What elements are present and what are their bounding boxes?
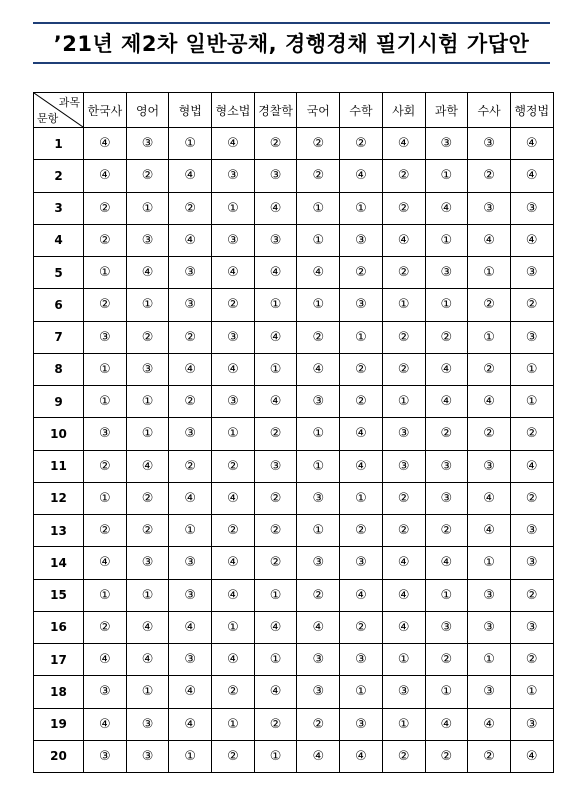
answer-cell: ② — [340, 611, 383, 643]
answer-cell: ② — [254, 482, 297, 514]
answer-cell: ④ — [169, 160, 212, 192]
answer-cell: ④ — [297, 611, 340, 643]
answer-cell: ② — [169, 386, 212, 418]
answer-cell: ③ — [84, 740, 127, 772]
answer-cell: ① — [297, 418, 340, 450]
answer-cell: ④ — [340, 160, 383, 192]
answer-cell: ① — [84, 353, 127, 385]
answer-cell: ① — [169, 740, 212, 772]
answer-cell: ② — [340, 257, 383, 289]
answer-cell: ④ — [468, 386, 511, 418]
answer-cell: ④ — [425, 547, 468, 579]
answer-cell: ② — [126, 321, 169, 353]
answer-cell: ③ — [425, 128, 468, 160]
subject-header: 형법 — [169, 93, 212, 128]
question-number: 12 — [34, 482, 84, 514]
answer-cell: ① — [84, 257, 127, 289]
subject-header: 형소법 — [212, 93, 255, 128]
answer-cell: ② — [510, 579, 553, 611]
answer-cell: ④ — [212, 579, 255, 611]
answer-cell: ③ — [510, 192, 553, 224]
question-number: 6 — [34, 289, 84, 321]
question-number: 14 — [34, 547, 84, 579]
answer-cell: ① — [340, 321, 383, 353]
answer-cell: ① — [212, 418, 255, 450]
answer-cell: ① — [126, 579, 169, 611]
answer-cell: ② — [468, 353, 511, 385]
header-row — [34, 93, 554, 128]
answer-cell: ② — [297, 579, 340, 611]
answer-cell: ④ — [254, 386, 297, 418]
answer-cell: ① — [297, 192, 340, 224]
answer-cell: ② — [425, 515, 468, 547]
answer-cell: ③ — [297, 386, 340, 418]
answer-cell: ④ — [169, 708, 212, 740]
subject-header: 사회 — [382, 93, 425, 128]
answer-cell: ④ — [297, 740, 340, 772]
answer-cell: ④ — [84, 128, 127, 160]
answer-cell: ③ — [425, 611, 468, 643]
answer-cell: ① — [382, 386, 425, 418]
subject-header: 과학 — [425, 93, 468, 128]
answer-cell: ② — [254, 547, 297, 579]
answer-cell: ③ — [468, 192, 511, 224]
answer-cell: ③ — [126, 740, 169, 772]
answer-cell: ④ — [425, 386, 468, 418]
answer-cell: ① — [382, 708, 425, 740]
answer-cell: ② — [297, 321, 340, 353]
answer-cell: ② — [382, 482, 425, 514]
answer-cell: ④ — [382, 611, 425, 643]
table-row — [34, 128, 554, 160]
table-row — [34, 547, 554, 579]
answer-cell: ④ — [212, 128, 255, 160]
answer-cell: ① — [254, 740, 297, 772]
answer-cell: ③ — [297, 644, 340, 676]
corner-question-label: 문항 — [37, 112, 59, 125]
answer-cell: ② — [254, 515, 297, 547]
answer-cell: ④ — [254, 321, 297, 353]
answer-cell: ② — [382, 192, 425, 224]
answer-cell: ① — [340, 676, 383, 708]
corner-subject-label: 과목 — [58, 96, 80, 109]
answer-cell: ③ — [468, 128, 511, 160]
answer-cell: ① — [254, 644, 297, 676]
answer-cell: ② — [169, 192, 212, 224]
table-row — [34, 676, 554, 708]
answer-cell: ② — [212, 289, 255, 321]
answer-cell: ④ — [510, 128, 553, 160]
answer-cell: ③ — [212, 160, 255, 192]
answer-cell: ④ — [84, 644, 127, 676]
answer-cell: ④ — [425, 192, 468, 224]
answer-cell: ① — [126, 289, 169, 321]
answer-cell: ① — [468, 257, 511, 289]
answer-cell: ① — [84, 482, 127, 514]
answer-cell: ② — [126, 160, 169, 192]
answer-cell: ① — [425, 676, 468, 708]
answer-cell: ③ — [169, 644, 212, 676]
answer-cell: ④ — [425, 353, 468, 385]
answer-cell: ② — [468, 418, 511, 450]
answer-cell: ② — [84, 289, 127, 321]
answer-cell: ① — [126, 386, 169, 418]
answer-cell: ② — [382, 515, 425, 547]
answer-cell: ② — [425, 418, 468, 450]
answer-cell: ③ — [212, 386, 255, 418]
table-row — [34, 418, 554, 450]
answer-cell: ④ — [126, 450, 169, 482]
answer-cell: ③ — [254, 160, 297, 192]
answer-cell: ④ — [340, 450, 383, 482]
answer-cell: ② — [425, 644, 468, 676]
question-number: 11 — [34, 450, 84, 482]
question-number: 10 — [34, 418, 84, 450]
answer-cell: ③ — [468, 676, 511, 708]
answer-cell: ③ — [254, 450, 297, 482]
answer-cell: ② — [212, 515, 255, 547]
question-number: 8 — [34, 353, 84, 385]
question-number: 9 — [34, 386, 84, 418]
answer-cell: ③ — [425, 482, 468, 514]
answer-cell: ④ — [510, 450, 553, 482]
answer-cell: ③ — [169, 579, 212, 611]
answer-cell: ④ — [297, 353, 340, 385]
table-row — [34, 740, 554, 772]
title-bar — [33, 22, 550, 64]
answer-cell: ③ — [510, 321, 553, 353]
answer-cell: ① — [510, 386, 553, 418]
answer-cell: ④ — [84, 160, 127, 192]
answer-cell: ② — [169, 450, 212, 482]
answer-cell: ③ — [340, 708, 383, 740]
answer-cell: ④ — [169, 482, 212, 514]
answer-cell: ④ — [510, 160, 553, 192]
answer-cell: ④ — [510, 224, 553, 256]
answer-cell: ④ — [382, 128, 425, 160]
answer-cell: ② — [382, 257, 425, 289]
answer-cell: ① — [382, 644, 425, 676]
answer-cell: ④ — [126, 644, 169, 676]
answer-cell: ④ — [84, 708, 127, 740]
answer-cell: ④ — [254, 257, 297, 289]
table-row — [34, 192, 554, 224]
answer-cell: ② — [340, 515, 383, 547]
answer-cell: ③ — [169, 289, 212, 321]
table-row — [34, 224, 554, 256]
answer-cell: ④ — [340, 579, 383, 611]
answer-cell: ③ — [468, 579, 511, 611]
page-title: ’21년 제2차 일반공채, 경행경채 필기시험 가답안 — [53, 32, 530, 56]
answer-cell: ① — [212, 192, 255, 224]
question-number: 13 — [34, 515, 84, 547]
answer-cell: ① — [212, 708, 255, 740]
answer-cell: ① — [254, 353, 297, 385]
answer-cell: ② — [510, 418, 553, 450]
answer-cell: ② — [468, 160, 511, 192]
table-row — [34, 450, 554, 482]
answer-cell: ① — [425, 289, 468, 321]
answer-cell: ③ — [297, 482, 340, 514]
answer-cell: ③ — [382, 418, 425, 450]
answer-cell: ④ — [212, 644, 255, 676]
answer-cell: ③ — [340, 644, 383, 676]
answer-cell: ③ — [297, 547, 340, 579]
question-number: 5 — [34, 257, 84, 289]
answer-cell: ② — [510, 644, 553, 676]
answer-cell: ① — [468, 547, 511, 579]
answer-cell: ① — [297, 515, 340, 547]
answer-cell: ③ — [382, 450, 425, 482]
answer-cell: ③ — [510, 611, 553, 643]
answer-cell: ② — [212, 740, 255, 772]
answer-cell: ① — [510, 353, 553, 385]
answer-cell: ③ — [169, 418, 212, 450]
answer-cell: ④ — [212, 257, 255, 289]
answer-cell: ③ — [468, 450, 511, 482]
answer-cell: ③ — [340, 224, 383, 256]
answer-cell: ② — [510, 482, 553, 514]
subject-header: 영어 — [126, 93, 169, 128]
table-row — [34, 353, 554, 385]
answer-cell: ② — [169, 321, 212, 353]
answer-cell: ③ — [425, 257, 468, 289]
table-row — [34, 611, 554, 643]
answer-cell: ① — [297, 224, 340, 256]
answer-cell: ④ — [468, 708, 511, 740]
table-row — [34, 321, 554, 353]
answer-cell: ① — [169, 128, 212, 160]
answer-cell: ④ — [169, 676, 212, 708]
question-number: 3 — [34, 192, 84, 224]
answer-cell: ③ — [510, 708, 553, 740]
answer-cell: ① — [510, 676, 553, 708]
answer-cell: ③ — [169, 257, 212, 289]
table-row — [34, 386, 554, 418]
answer-cell: ③ — [126, 547, 169, 579]
answer-cell: ② — [468, 289, 511, 321]
answer-cell: ④ — [297, 257, 340, 289]
answer-cell: ② — [297, 160, 340, 192]
question-number: 18 — [34, 676, 84, 708]
answer-cell: ③ — [510, 547, 553, 579]
answer-cell: ④ — [468, 515, 511, 547]
answer-cell: ② — [254, 708, 297, 740]
answer-cell: ② — [382, 321, 425, 353]
answer-cell: ③ — [340, 289, 383, 321]
subject-header: 국어 — [297, 93, 340, 128]
question-number: 16 — [34, 611, 84, 643]
answer-cell: ④ — [212, 482, 255, 514]
answer-cell: ② — [340, 128, 383, 160]
answer-cell: ④ — [254, 611, 297, 643]
table-row — [34, 708, 554, 740]
answer-cell: ① — [126, 676, 169, 708]
answer-cell: ② — [425, 740, 468, 772]
answer-cell: ② — [382, 353, 425, 385]
answer-cell: ① — [169, 515, 212, 547]
subject-header: 수사 — [468, 93, 511, 128]
answer-cell: ② — [425, 321, 468, 353]
answer-cell: ④ — [84, 547, 127, 579]
answer-cell: ④ — [340, 740, 383, 772]
answer-cell: ④ — [169, 353, 212, 385]
answer-cell: ② — [297, 128, 340, 160]
answer-cell: ④ — [340, 418, 383, 450]
answer-cell: ④ — [254, 676, 297, 708]
question-number: 4 — [34, 224, 84, 256]
answer-cell: ① — [84, 579, 127, 611]
answer-cell: ① — [297, 289, 340, 321]
answer-cell: ① — [126, 418, 169, 450]
answer-cell: ② — [510, 289, 553, 321]
subject-header: 행정법 — [510, 93, 553, 128]
answer-cell: ① — [340, 482, 383, 514]
answer-cell: ③ — [212, 224, 255, 256]
answer-cell: ② — [297, 708, 340, 740]
question-number: 2 — [34, 160, 84, 192]
answer-cell: ② — [126, 482, 169, 514]
answer-cell: ③ — [254, 224, 297, 256]
answer-cell: ② — [254, 418, 297, 450]
answer-cell: ④ — [212, 353, 255, 385]
answer-cell: ② — [84, 611, 127, 643]
answer-cell: ② — [84, 515, 127, 547]
question-number: 1 — [34, 128, 84, 160]
answer-cell: ④ — [468, 224, 511, 256]
answer-cell: ① — [254, 579, 297, 611]
answer-cell: ③ — [468, 611, 511, 643]
question-number: 7 — [34, 321, 84, 353]
answer-cell: ③ — [382, 676, 425, 708]
question-number: 20 — [34, 740, 84, 772]
answer-cell: ④ — [212, 547, 255, 579]
question-number: 17 — [34, 644, 84, 676]
answer-cell: ③ — [425, 450, 468, 482]
answer-cell: ① — [425, 579, 468, 611]
subject-header: 한국사 — [84, 93, 127, 128]
answer-cell: ③ — [297, 676, 340, 708]
table-row — [34, 257, 554, 289]
answer-cell: ④ — [169, 224, 212, 256]
answer-cell: ③ — [126, 128, 169, 160]
answer-cell: ② — [84, 192, 127, 224]
answer-cell: ③ — [84, 676, 127, 708]
answer-cell: ① — [425, 160, 468, 192]
answer-cell: ② — [382, 740, 425, 772]
table-row — [34, 579, 554, 611]
answer-cell: ② — [468, 740, 511, 772]
answer-cell: ③ — [126, 353, 169, 385]
answer-cell: ④ — [425, 708, 468, 740]
corner-cell — [34, 93, 84, 128]
answer-cell: ③ — [340, 547, 383, 579]
answer-cell: ② — [340, 386, 383, 418]
answer-cell: ① — [297, 450, 340, 482]
answer-cell: ④ — [169, 611, 212, 643]
answer-cell: ④ — [382, 224, 425, 256]
answer-cell: ① — [84, 386, 127, 418]
answer-cell: ③ — [510, 257, 553, 289]
question-number: 19 — [34, 708, 84, 740]
answer-cell: ① — [425, 224, 468, 256]
answer-cell: ④ — [510, 740, 553, 772]
answer-body — [34, 128, 554, 773]
table-row — [34, 289, 554, 321]
table-row — [34, 515, 554, 547]
question-number: 15 — [34, 579, 84, 611]
table-row — [34, 482, 554, 514]
answer-cell: ③ — [84, 321, 127, 353]
answer-cell: ① — [382, 289, 425, 321]
answer-cell: ④ — [382, 547, 425, 579]
subject-header: 수학 — [340, 93, 383, 128]
answer-cell: ③ — [212, 321, 255, 353]
answer-cell: ③ — [126, 224, 169, 256]
answer-cell: ① — [212, 611, 255, 643]
answer-cell: ① — [468, 644, 511, 676]
answer-cell: ④ — [126, 611, 169, 643]
answer-cell: ① — [468, 321, 511, 353]
answer-cell: ④ — [382, 579, 425, 611]
answer-table — [33, 92, 554, 773]
answer-cell: ② — [254, 128, 297, 160]
answer-cell: ① — [126, 192, 169, 224]
answer-cell: ① — [340, 192, 383, 224]
answer-cell: ② — [382, 160, 425, 192]
answer-cell: ④ — [254, 192, 297, 224]
subject-header: 경찰학 — [254, 93, 297, 128]
answer-cell: ④ — [468, 482, 511, 514]
answer-cell: ③ — [169, 547, 212, 579]
answer-cell: ① — [254, 289, 297, 321]
table-row — [34, 644, 554, 676]
table-row — [34, 160, 554, 192]
answer-cell: ② — [126, 515, 169, 547]
answer-cell: ② — [84, 224, 127, 256]
answer-cell: ③ — [84, 418, 127, 450]
answer-cell: ④ — [126, 257, 169, 289]
answer-cell: ② — [340, 353, 383, 385]
answer-cell: ③ — [510, 515, 553, 547]
answer-cell: ② — [84, 450, 127, 482]
answer-cell: ③ — [126, 708, 169, 740]
answer-cell: ② — [212, 676, 255, 708]
answer-cell: ② — [212, 450, 255, 482]
